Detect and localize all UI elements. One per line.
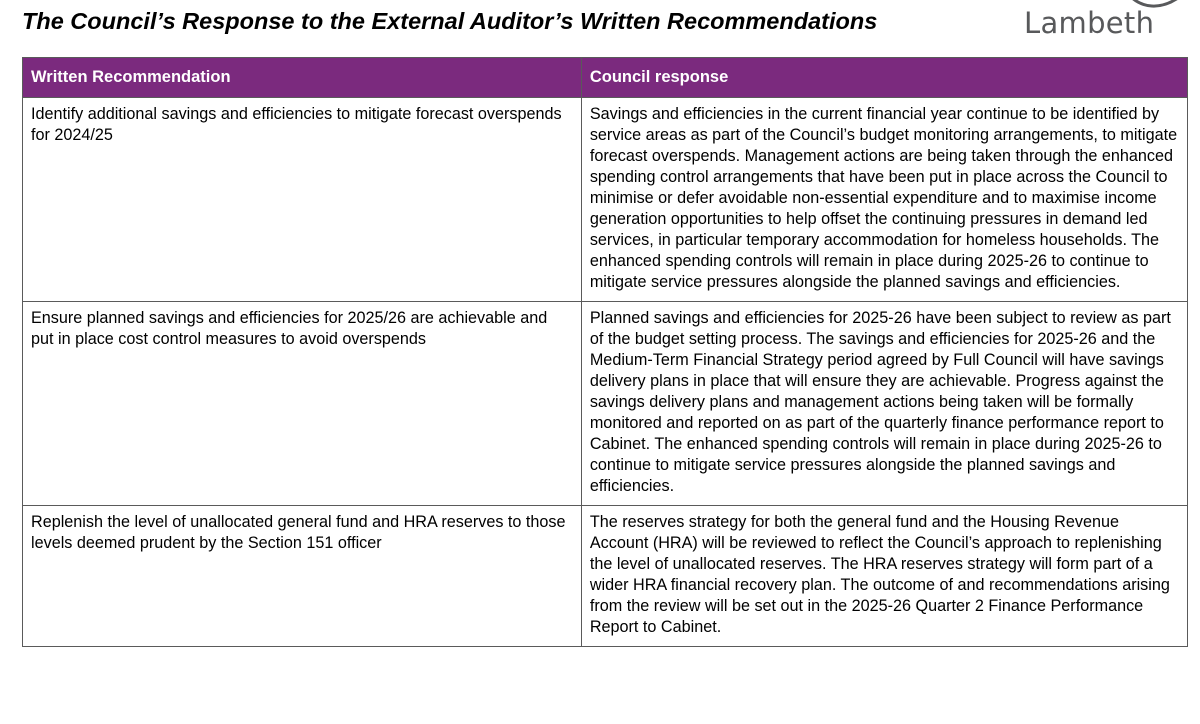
recommendation-cell: Replenish the level of unallocated general fund and HRA reserves to those levels deemed prudent by the Section 151 officer xyxy=(23,506,582,647)
response-cell: Planned savings and efficiencies for 2025-26 have been subject to review as part of the budget setting process. The savings and efficiencies for 2025-26 and the Medium-Term Financial Strategy period agreed by Full Council will have savings delivery plans in place that will ensure they are achievable. Progress against the savings delivery plans and management actions being taken will be formally monitored and reported on as part of the quarterly finance performance report to Cabinet. The enhanced spending controls will remain in place during 2025-26 to continue to mitigate service pressures alongside the planned savings and efficiencies. xyxy=(581,302,1187,506)
table-header-row xyxy=(23,58,1188,98)
table-row xyxy=(23,506,1188,647)
table-row xyxy=(23,98,1188,302)
page-title: The Council’s Response to the External Auditor’s Written Recommendations xyxy=(22,8,878,34)
header-council-response: Council response xyxy=(581,58,1187,98)
logo-text: Lambeth xyxy=(1024,6,1155,40)
table-row xyxy=(23,302,1188,506)
response-cell: Savings and efficiencies in the current financial year continue to be identified by service areas as part of the Council’s budget monitoring arrangements, to mitigate forecast overspends. Management actions are being taken through the enhanced spending control arrangements that have been put in place across the Council to minimise or defer avoidable non-essential expenditure and to maximise income generation opportunities to help offset the continuing pressures in demand led services, in particular temporary accommodation for homeless households. The enhanced spending controls will remain in place during 2025-26 to continue to mitigate service pressures alongside the planned savings and efficiencies. xyxy=(581,98,1187,302)
recommendations-table xyxy=(22,57,1188,647)
recommendation-cell: Identify additional savings and efficiencies to mitigate forecast overspends for 2024/25 xyxy=(23,98,582,302)
lambeth-logo xyxy=(1020,0,1180,44)
response-cell: The reserves strategy for both the general fund and the Housing Revenue Account (HRA) will be reviewed to reflect the Council’s approach to replenishing the level of unallocated reserves. The HRA reserves strategy will form part of a wider HRA financial recovery plan. The outcome of and recommendations arising from the review will be set out in the 2025-26 Quarter 2 Finance Performance Report to Cabinet. xyxy=(581,506,1187,647)
header-written-recommendation: Written Recommendation xyxy=(23,58,582,98)
recommendation-cell: Ensure planned savings and efficiencies for 2025/26 are achievable and put in place cost control measures to avoid overspends xyxy=(23,302,582,506)
